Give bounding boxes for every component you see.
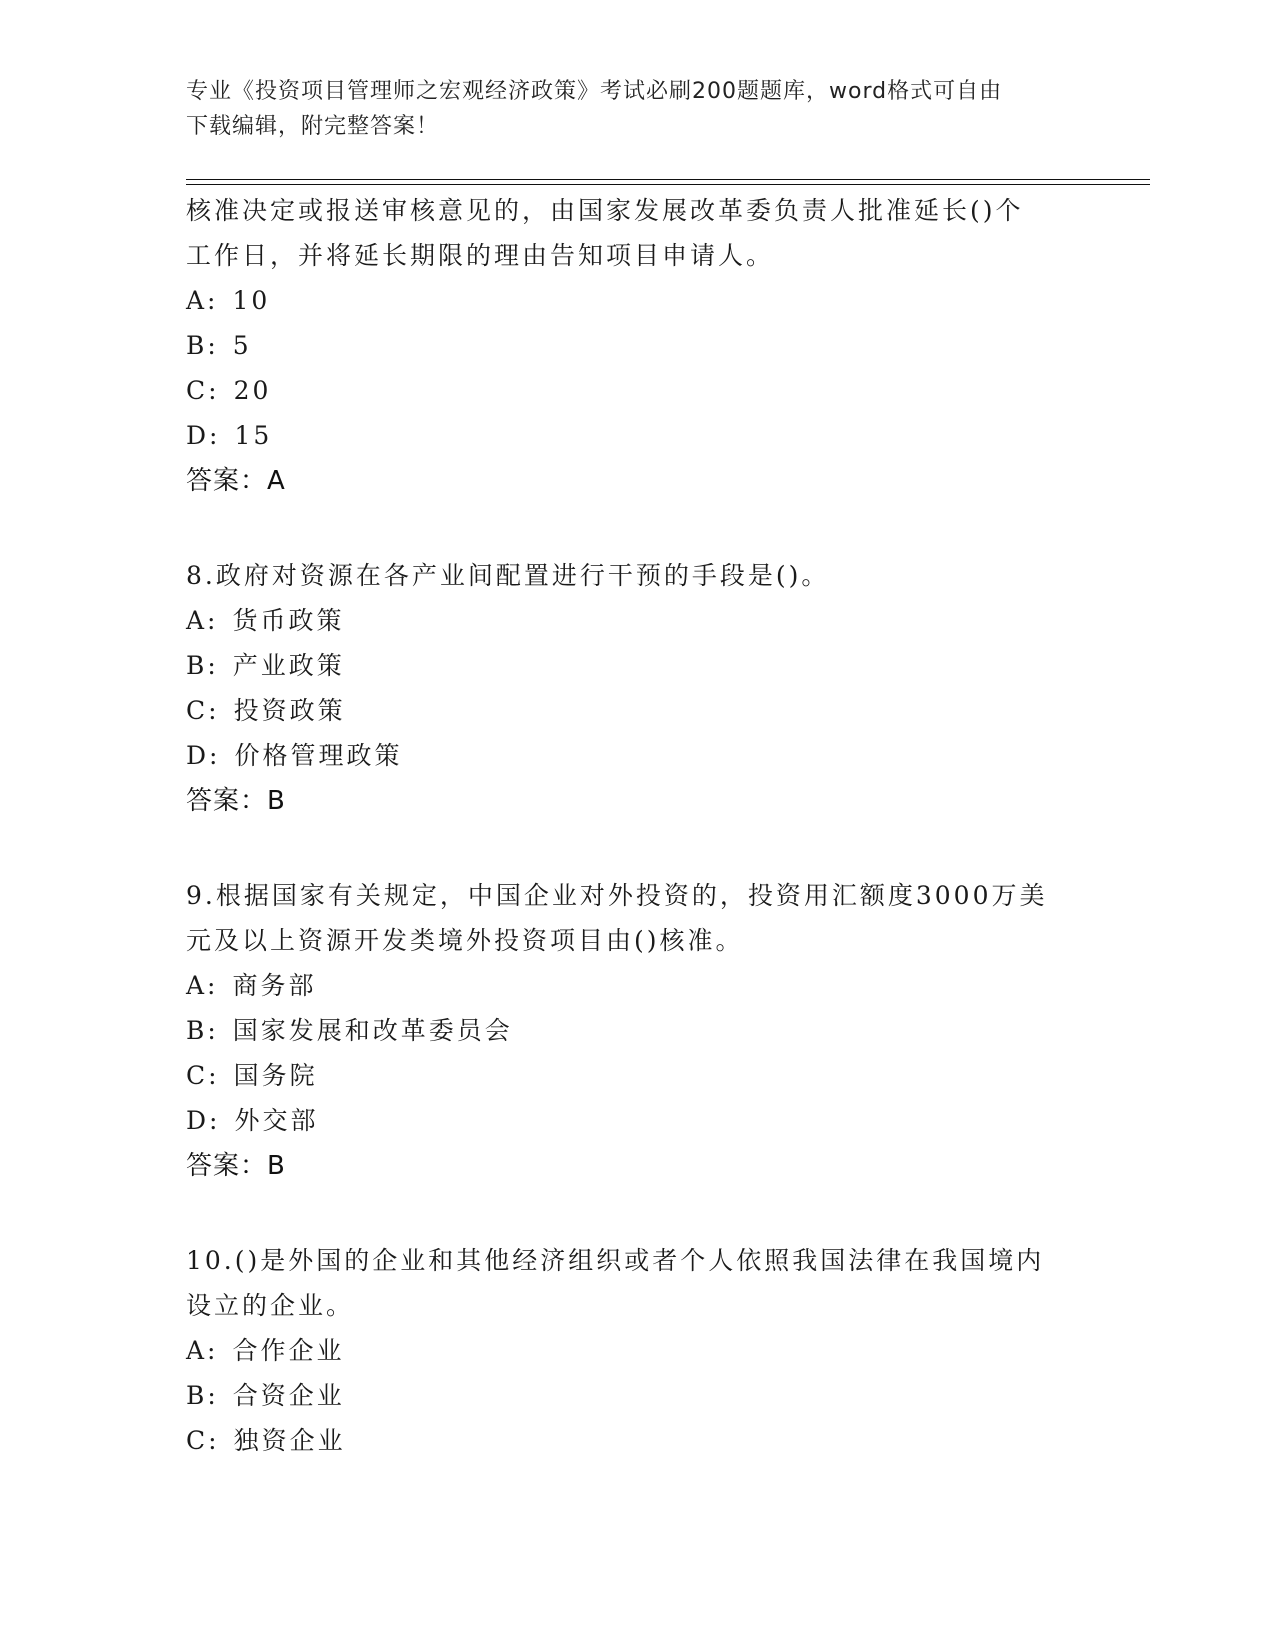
option-text: 国务院 bbox=[233, 1061, 318, 1090]
answer-line: 答案：B bbox=[186, 786, 286, 816]
option-b bbox=[186, 1373, 1086, 1418]
question-item bbox=[186, 1238, 1086, 1463]
option-letter: D: bbox=[186, 1106, 221, 1135]
answer-line: 答案：B bbox=[186, 1151, 286, 1181]
option-b bbox=[186, 323, 1086, 368]
option-a bbox=[186, 598, 1086, 643]
header-line-2: 下载编辑，附完整答案！ bbox=[186, 114, 440, 139]
question-item bbox=[186, 188, 1086, 504]
option-c bbox=[186, 1053, 1086, 1098]
question-stem-line: 核准决定或报送审核意见的，由国家发展改革委负责人批准延长()个 bbox=[186, 196, 1024, 225]
question-stem-line: 设立的企业。 bbox=[186, 1291, 355, 1320]
option-a bbox=[186, 1328, 1086, 1373]
question-stem-line: 9.根据国家有关规定，中国企业对外投资的，投资用汇额度3000万美 bbox=[186, 881, 1048, 910]
option-letter: D: bbox=[186, 741, 221, 770]
option-c bbox=[186, 688, 1086, 733]
option-c bbox=[186, 1418, 1086, 1463]
option-letter: A: bbox=[186, 286, 219, 315]
option-text: 国家发展和改革委员会 bbox=[232, 1016, 513, 1045]
option-text: 外交部 bbox=[234, 1106, 319, 1135]
option-text: 投资政策 bbox=[233, 696, 346, 725]
option-letter: C: bbox=[186, 1426, 220, 1455]
option-text: 合作企业 bbox=[232, 1336, 345, 1365]
option-text: 价格管理政策 bbox=[234, 741, 403, 770]
option-letter: B: bbox=[186, 1381, 219, 1410]
option-c bbox=[186, 368, 1086, 413]
option-text: 20 bbox=[233, 376, 272, 405]
option-text: 货币政策 bbox=[232, 606, 345, 635]
option-d bbox=[186, 413, 1086, 458]
header-line-1: 专业《投资项目管理师之宏观经济政策》考试必刷200题题库，word格式可自由 bbox=[186, 79, 1003, 104]
option-text: 15 bbox=[234, 421, 273, 450]
question-stem-line: 工作日，并将延长期限的理由告知项目申请人。 bbox=[186, 241, 775, 270]
option-letter: A: bbox=[186, 971, 219, 1000]
option-letter: A: bbox=[186, 1336, 219, 1365]
document-header bbox=[186, 74, 1066, 144]
option-a bbox=[186, 963, 1086, 1008]
option-letter: B: bbox=[186, 331, 219, 360]
option-letter: B: bbox=[186, 1016, 219, 1045]
header-divider-bottom bbox=[186, 184, 1150, 185]
option-letter: A: bbox=[186, 606, 219, 635]
question-item bbox=[186, 873, 1086, 1189]
question-stem-line: 8.政府对资源在各产业间配置进行干预的手段是()。 bbox=[186, 561, 830, 590]
option-text: 商务部 bbox=[232, 971, 317, 1000]
question-list bbox=[186, 188, 1086, 1463]
question-stem-line: 10.()是外国的企业和其他经济组织或者个人依照我国法律在我国境内 bbox=[186, 1246, 1045, 1275]
option-letter: C: bbox=[186, 1061, 220, 1090]
option-d bbox=[186, 1098, 1086, 1143]
option-text: 合资企业 bbox=[232, 1381, 345, 1410]
option-text: 5 bbox=[232, 331, 252, 360]
option-text: 10 bbox=[232, 286, 271, 315]
option-letter: C: bbox=[186, 696, 220, 725]
option-letter: C: bbox=[186, 376, 220, 405]
option-b bbox=[186, 1008, 1086, 1053]
question-item bbox=[186, 553, 1086, 824]
option-letter: D: bbox=[186, 421, 221, 450]
option-text: 产业政策 bbox=[232, 651, 345, 680]
option-d bbox=[186, 733, 1086, 778]
header-divider-top bbox=[186, 179, 1150, 180]
option-a bbox=[186, 278, 1086, 323]
answer-line: 答案：A bbox=[186, 466, 286, 496]
question-stem-line: 元及以上资源开发类境外投资项目由()核准。 bbox=[186, 926, 744, 955]
option-b bbox=[186, 643, 1086, 688]
option-text: 独资企业 bbox=[233, 1426, 346, 1455]
option-letter: B: bbox=[186, 651, 219, 680]
